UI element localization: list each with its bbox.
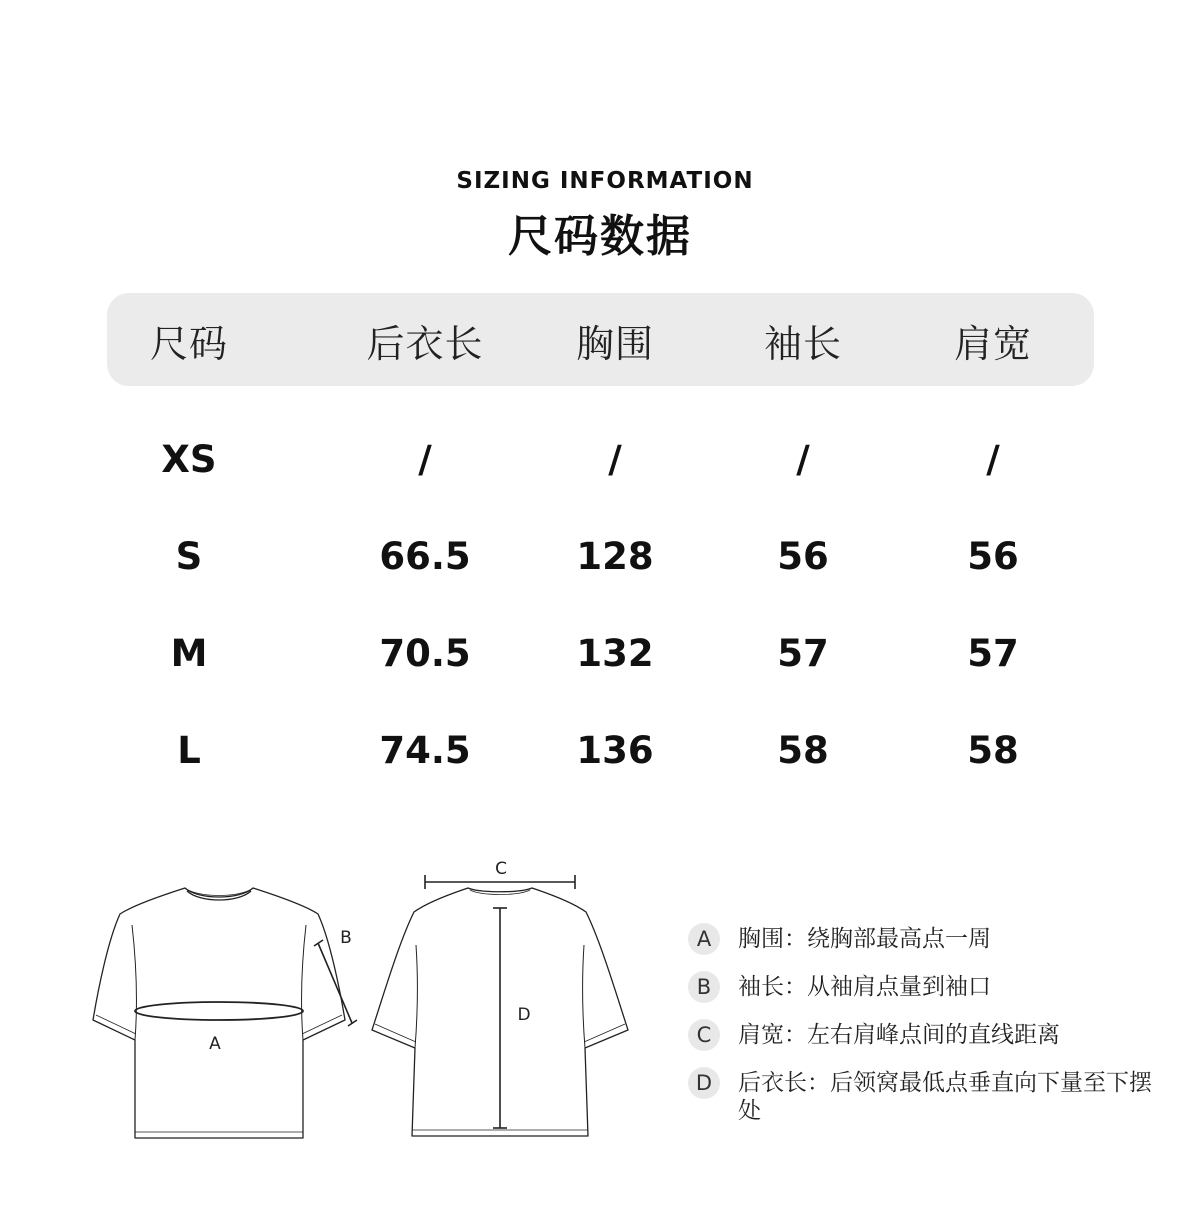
table-cell-size: M [170,632,208,675]
tshirt-front-icon [93,888,357,1138]
table-cell-size: XS [161,438,217,481]
table-cell-back-length: / [418,438,432,481]
tshirt-measurement-diagram [0,840,660,1160]
diagram-label-a: A [209,1034,221,1054]
legend-description: 从袖肩点量到袖口 [807,974,991,1000]
table-cell-sleeve: / [796,438,810,481]
legend-item [688,1021,1168,1069]
header-size: 尺码 [149,322,228,366]
legend-item [688,973,1168,1021]
legend-description: 绕胸部最高点一周 [807,926,991,952]
table-cell-sleeve: 57 [777,632,829,675]
table-cell-chest: 136 [576,729,654,772]
legend-badge-b: B [688,971,720,1003]
measurement-legend [688,925,1168,1139]
table-cell-chest: 128 [576,535,654,578]
legend-item [688,925,1168,973]
header-chest: 胸围 [575,322,654,366]
table-cell-sleeve: 58 [777,729,829,772]
table-cell-shoulder: 58 [967,729,1019,772]
legend-label: 袖长： [738,974,807,1000]
header-sleeve-length: 袖长 [763,322,842,366]
title-chinese: 尺码数据 [508,211,692,262]
table-cell-back-length: 74.5 [379,729,471,772]
table-cell-back-length: 70.5 [379,632,471,675]
table-cell-size: S [175,535,203,578]
table-cell-chest: / [608,438,622,481]
header-shoulder-width: 肩宽 [953,322,1032,366]
header-back-length: 后衣长 [366,322,484,366]
legend-item [688,1069,1168,1139]
legend-label: 胸围： [738,926,807,952]
title-english: SIZING INFORMATION [456,168,754,194]
table-cell-sleeve: 56 [777,535,829,578]
diagram-label-d: D [517,1005,531,1025]
legend-badge-d: D [688,1067,720,1099]
table-cell-shoulder: 57 [967,632,1019,675]
legend-description: 左右肩峰点间的直线距离 [807,1022,1060,1048]
legend-label: 肩宽： [738,1022,807,1048]
diagram-label-b: B [340,928,352,948]
table-cell-shoulder: 56 [967,535,1019,578]
table-cell-shoulder: / [986,438,1000,481]
table-cell-back-length: 66.5 [379,535,471,578]
table-cell-chest: 132 [576,632,654,675]
legend-badge-a: A [688,923,720,955]
tshirt-back-icon [372,875,628,1136]
legend-label: 后衣长： [738,1070,830,1096]
diagram-label-c: C [495,859,507,879]
legend-badge-c: C [688,1019,720,1051]
legend-description: 后领窝最低点垂直向下量至下摆处 [738,1070,1152,1124]
table-cell-size: L [177,729,201,772]
